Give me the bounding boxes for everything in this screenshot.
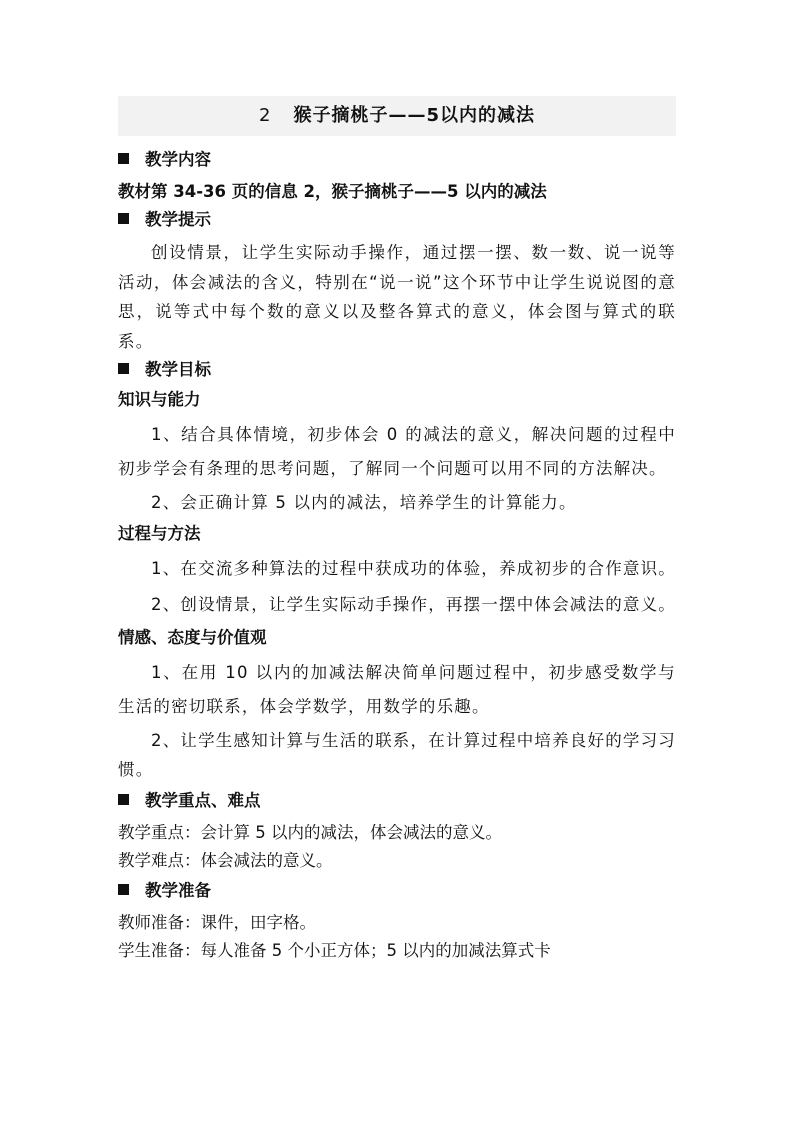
lesson-title <box>118 96 676 136</box>
difficult-point: 教学难点：体会减法的意义。 <box>118 850 333 870</box>
key-point: 教学重点：会计算 5 以内的减法，体会减法的意义。 <box>118 822 502 842</box>
process-goal-1: 1、在交流多种算法的过程中获成功的体验，养成初步的合作意识。 <box>151 558 676 578</box>
knowledge-goal-2: 2、会正确计算 5 以内的减法，培养学生的计算能力。 <box>151 493 577 512</box>
square-bullet-icon <box>118 213 129 224</box>
section-heading-content: 教学内容 <box>118 148 676 172</box>
goal-subheading-process: 过程与方法 <box>118 523 201 543</box>
process-goal-2: 2、创设情景，让学生实际动手操作，再摆一摆中体会减法的意义。 <box>151 594 676 614</box>
section-heading-goals: 教学目标 <box>118 358 676 382</box>
emotion-goal-1: 1、在用 10 以内的加减法解决简单问题过程中，初步感受数学与生活的密切联系，体会学数学，用数学的乐趣。 <box>118 662 676 716</box>
document-page <box>118 96 676 965</box>
emotion-goal-2: 2、让学生感知计算与生活的联系，在计算过程中培养良好的学习习惯。 <box>118 730 676 779</box>
section-heading-tips: 教学提示 <box>118 208 676 232</box>
square-bullet-icon <box>118 794 129 805</box>
goal-subheading-emotion: 情感、态度与价值观 <box>118 627 267 647</box>
goal-subheading-knowledge: 知识与能力 <box>118 390 201 409</box>
knowledge-goal-1: 1、结合具体情境，初步体会 0 的减法的意义，解决问题的过程中初步学会有条理的思考问题，了解同一个问题可以用不同的方法解决。 <box>118 425 676 478</box>
content-body: 教材第 34-36 页的信息 2，猴子摘桃子——5 以内的减法 <box>118 182 547 201</box>
lesson-title-text: 猴子摘桃子——5以内的减法 <box>293 105 535 126</box>
square-bullet-icon <box>118 153 129 164</box>
section-heading-focus: 教学重点、难点 <box>118 789 676 813</box>
section-heading-prep: 教学准备 <box>118 879 676 903</box>
square-bullet-icon <box>118 363 129 374</box>
square-bullet-icon <box>118 884 129 895</box>
tips-body: 创设情景，让学生实际动手操作，通过摆一摆、数一数、说一说等活动，体会减法的含义，特别在“说一说”这个环节中让学生说说图的意思，说等式中每个数的意义以及整各算式的意义，体会图与算式的联系。 <box>118 243 676 351</box>
lesson-number: 2 <box>259 105 272 126</box>
teacher-preparation: 教师准备：课件，田字格。 <box>118 912 316 932</box>
student-preparation: 学生准备：每人准备 5 个小正方体；5 以内的加减法算式卡 <box>118 940 551 960</box>
